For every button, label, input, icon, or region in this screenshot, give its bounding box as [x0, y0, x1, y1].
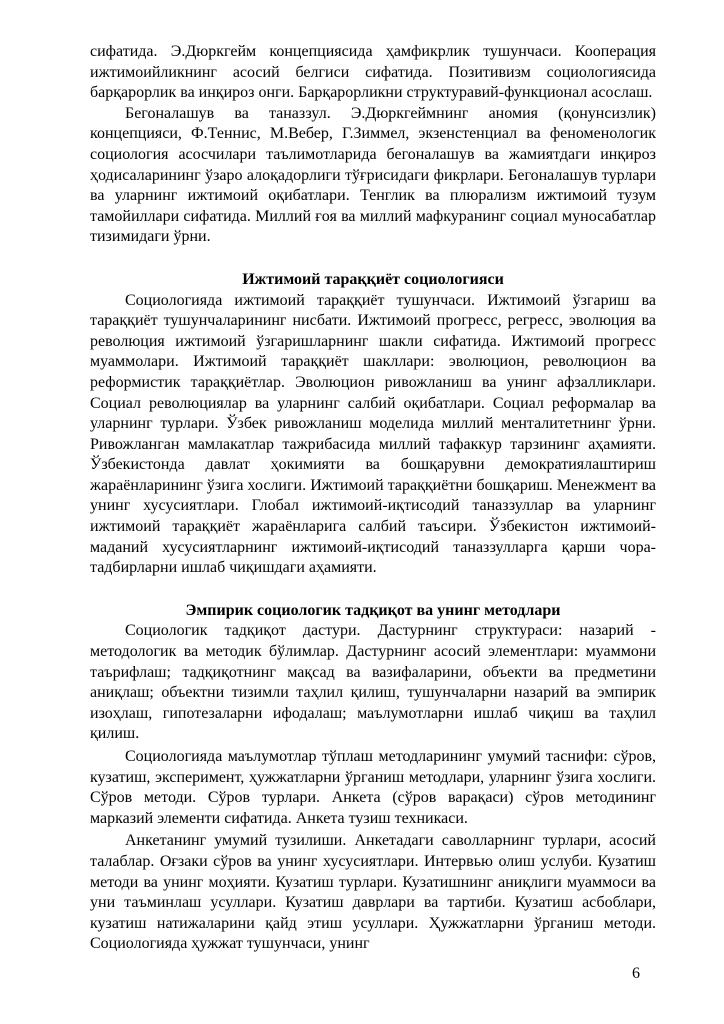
- paragraph: Социологик тадқиқот дастури. Дастурнинг структураси: назарий - методологик ва методик бўлимлар. Дастурнинг асосий элементлари: муаммони таърифлаш; тадқиқотнинг мақсад ва вазифаларини, объекти ва предметини аниқлаш; объектни тизимли таҳлил қилиш, тушунчаларни назарий ва эмпирик изоҳлаш, гипотезаларни ифодалаш; маълумотларни ишлаб чиқиш ва таҳлил қилиш.: [90, 622, 656, 743]
- page-content: [90, 42, 656, 955]
- paragraph: Социологияда маълумотлар тўплаш методларининг умумий таснифи: сўров, кузатиш, эксперимент, ҳужжатларни ўрганиш методлари, уларнинг ўзига хослиги. Сўров методи. Сўров турлари. Анкета (сўров варақаси) сўров методининг марказий элементи сифатида. Анкета тузиш техникаси.: [90, 748, 656, 827]
- section-heading: Эмпирик социологик тадқиқот ва унинг методлари: [185, 601, 561, 619]
- paragraph: Анкетанинг умумий тузилиши. Анкетадаги саволларнинг турлари, асосий талаблар. Оғзаки сўров ва унинг хусусиятлари. Интервью олиш услуби. Кузатиш методи ва унинг моҳияти. Кузатиш турлари. Кузатишнинг аниқлиги муаммоси ва уни таъминлаш усуллари. Кузатиш даврлари ва тартиби. Кузатиш асбоблари, кузатиш натижаларини қайд этиш усуллари. Ҳужжатларни ўрганиш методи. Социологияда ҳужжат тушунчаси, унинг: [90, 832, 656, 953]
- paragraph: сифатида. Э.Дюркгейм концепциясида ҳамфикрлик тушунчаси. Кооперация ижтимоийликнинг асосий белгиси сифатида. Позитивизм социологиясида барқарорлик ва инқироз онги. Барқарорликни структуравий-функционал асослаш.: [90, 43, 656, 102]
- paragraph: Социологияда ижтимоий тараққиёт тушунчаси. Ижтимоий ўзгариш ва тараққиёт тушунчаларининг нисбати. Ижтимоий прогресс, регресс, эволюция ва революция ижтимоий ўзгаришларнинг шакли сифатида. Ижтимоий прогресс муаммолари. Ижтимоий тараққиёт шакллари: эволюцион, революцион ва реформистик тараққиётлар. Эволюцион ривожланиш ва унинг афзалликлари. Социал революциялар ва уларнинг салбий оқибатлари. Социал реформалар ва уларнинг турлари. Ўзбек ривожланиш моделида миллий менталитетнинг ўрни. Ривожланган мамлакатлар тажрибасида миллий тафаккур тарзининг аҳамияти. Ўзбекистонда давлат ҳокимияти ва бошқарувни демократиялаштириш жараёнларининг ўзига хослиги. Ижтимоий тараққиётни бошқариш. Менежмент ва унинг хусусиятлари. Глобал ижтимоий-иқтисодий таназзуллар ва уларнинг ижтимоий тараққиёт жараёнларига салбий таъсири. Ўзбекистон ижтимоий-маданий хусусиятларнинг ижтимоий-иқтисодий таназзулларга қарши чора-тадбирларни ишлаб чиқишдаги аҳамияти.: [90, 291, 656, 577]
- page-number: 6: [632, 965, 640, 982]
- section-heading: Ижтимоий тараққиёт социологияси: [242, 270, 504, 288]
- paragraph: Бегоналашув ва таназзул. Э.Дюркгеймнинг аномия (қонунсизлик) концепцияси, Ф.Теннис, М.Вебер, Г.Зиммел, экзенстенциал ва феноменологик социология асосчилари таълимотларида бегоналашув ва жамиятдаги инқироз ҳодисаларининг ўзаро алоқадорлиги тўғрисидаги фикрлари. Бегоналашув турлари ва уларнинг ижтимоий оқибатлари. Тенглик ва плюрализм ижтимоий тузум тамойиллари сифатида. Миллий ғоя ва миллий мафкуранинг социал муносабатлар тизимидаги ўрни.: [90, 104, 656, 246]
